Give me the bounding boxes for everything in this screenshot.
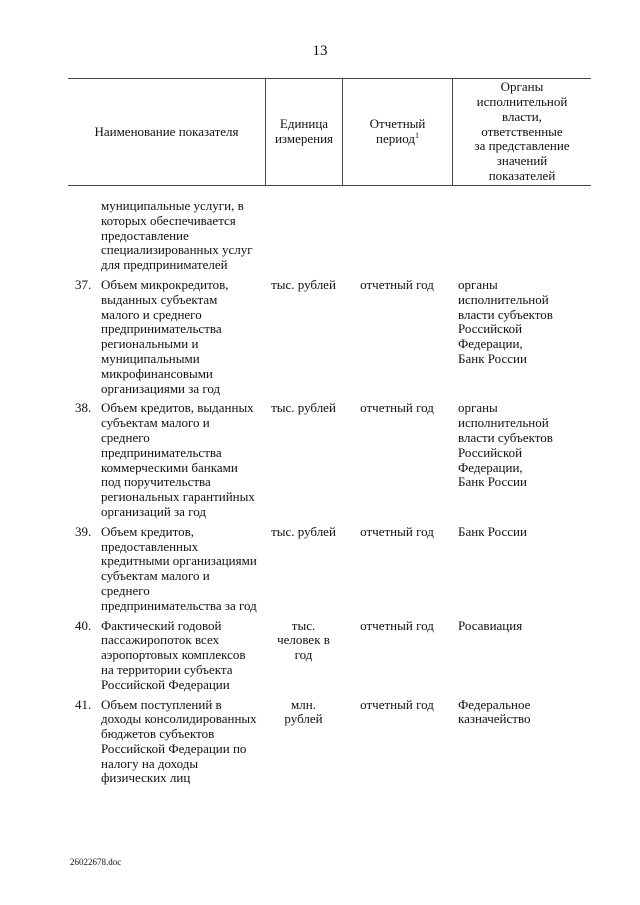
unit-of-measure: тыс. рублей: [271, 400, 336, 416]
table-header: [68, 78, 591, 186]
row-number: 38.: [75, 400, 92, 416]
reporting-period: отчетный год: [360, 276, 434, 292]
header-period-text: [370, 117, 426, 147]
table-row: [68, 698, 591, 792]
indicator-name: Фактический годовой пассажиропоток всех аэропортовых комплексов на территории субъекта Российской Федерации: [101, 617, 246, 692]
indicator-name: муниципальные услуги, в которых обеспечивается предоставление специализированных услуг для предпринимателей: [101, 198, 253, 273]
header-indicator-name: Наименование показателя: [94, 123, 239, 139]
row-number: 40.: [75, 617, 92, 633]
unit-of-measure: тыс. человек в год: [277, 617, 330, 663]
indicator-name: Объем микрокредитов, выданных субъектам малого и среднего предпринимательства региональными и муниципальными микрофинансовыми организациями за год: [101, 276, 229, 396]
unit-of-measure: тыс. рублей: [271, 523, 336, 539]
reporting-period: отчетный год: [360, 696, 434, 712]
header-unit: Единица измерения: [265, 79, 342, 185]
table-row: [68, 401, 591, 524]
table-row-continuation: [68, 199, 591, 278]
reporting-period: отчетный год: [360, 400, 434, 416]
page-number: 13: [312, 43, 328, 59]
header-period: [342, 79, 452, 185]
unit-of-measure: тыс. рублей: [271, 276, 336, 292]
document-filename: 26022678.doc: [70, 857, 122, 867]
responsible-agency: органы исполнительной власти субъектов Российской Федерации, Банк России: [458, 276, 553, 366]
reporting-period: отчетный год: [360, 617, 434, 633]
footnote-marker: 1: [414, 131, 419, 140]
unit-of-measure: млн. рублей: [284, 696, 323, 727]
table-body: [68, 199, 591, 791]
indicator-name: Объем поступлений в доходы консолидированных бюджетов субъектов Российской Федерации по налогу на доходы физических лиц: [101, 696, 257, 786]
reporting-period: отчетный год: [360, 523, 434, 539]
indicator-name: Объем кредитов, выданных субъектам малого и среднего предпринимательства коммерческими банками под поручительства региональных гарантийных организаций за год: [101, 400, 255, 519]
header-period-label: Отчетный период: [369, 116, 426, 146]
table-row: [68, 278, 591, 401]
indicator-name: Объем кредитов, предоставленных кредитными организациями субъектам малого и среднего предпринимательства за год: [101, 523, 257, 613]
responsible-agency: Федеральное казначейство: [458, 696, 531, 727]
row-number: 37.: [75, 276, 92, 292]
header-responsible-agency: Органы исполнительной власти, ответственные за представление значений показателей: [452, 79, 591, 185]
row-number: 39.: [75, 523, 92, 539]
responsible-agency: Банк России: [458, 523, 527, 539]
row-number: 41.: [75, 696, 92, 712]
responsible-agency: Росавиация: [458, 617, 523, 633]
table-row: [68, 525, 591, 619]
table-row: [68, 619, 591, 698]
responsible-agency: органы исполнительной власти субъектов Российской Федерации, Банк России: [458, 400, 553, 490]
